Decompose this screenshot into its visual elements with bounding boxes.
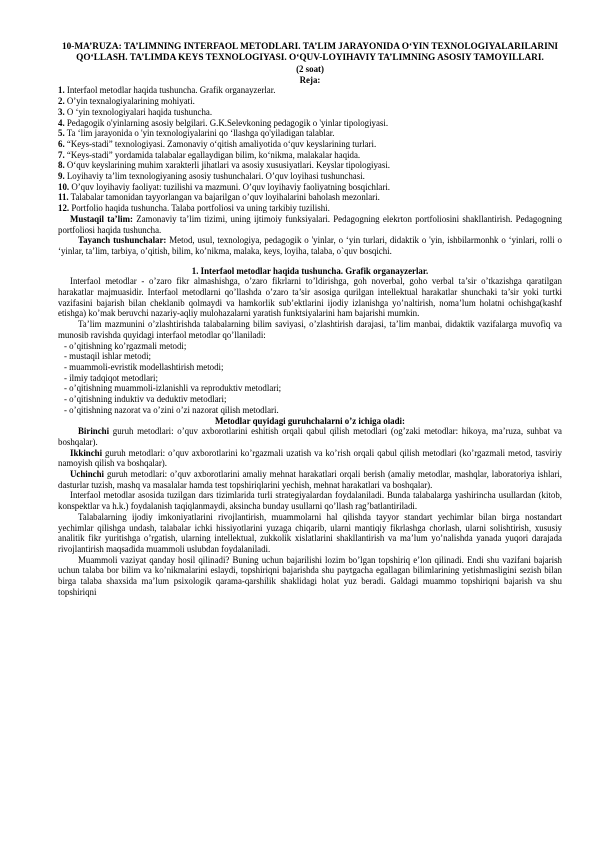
- plan-item: [58, 182, 562, 193]
- group-paragraph: [58, 448, 562, 469]
- group-text: guruh metodlari: o’quv axborotlarini amaliy mehnat harakatlari orqali berish (amaliy metodlar, mashqlar, laboratoriya ishlari, dasturlar tuzish, mashq va masalalar hamda test topshiriqlarini yechish, mehnat harakatlari va boshqalar).: [58, 469, 562, 490]
- plan-item-text: O’quv loyihaviy faoliyat: tuzilishi va mazmuni. O’quv loyihaviy faoliyatning bosqichlari.: [69, 181, 391, 192]
- group-text: guruh metodlari: o’quv axborotlarini eshitish orqali qabul qilish metodlari (og’zaki metodlar: hikoya, ma’ruza, suhbat va boshqalar).: [58, 426, 562, 447]
- plan-item-text: Talabalar tamonidan tayyorlangan va bajarilgan o’quv loyihalarini baholash mezonlari.: [68, 192, 380, 203]
- group-label: Birinchi: [78, 426, 110, 437]
- body-paragraph: Talabalarning ijodiy imkoniyatlarini rivojlantirish, muammolarni hal qilishda tayyor standart yechimlar bilan birga nostandart yechimlar qilishga undash, talabalar ichki hissiyotlarini yuzaga chiqarib, ularni mantiqiy fikrlashga chorlash, ularni solishtirish, xususiy analitik fikr yuritishga o’rgatish, ularning intellektual, zukkolik xislatlarini shakllantirish va ma’lum yo’nalishda yanada yuqori darajada rivojlantirish maqsadida muammoli uslubdan foydalaniladi.: [58, 511, 562, 554]
- group-label: Uchinchi: [70, 469, 105, 480]
- body-paragraph: Interfaol metodlar - o’zaro fikr almashishga, o’zaro fikrlarni to’ldirishga, goh noverbal, goho verbal ta’sir o’tkazishga qaratilgan harakatlar majmuasidir. Interfaol metodlarni qo’llashda o’zaro ta’sir asosiga qurilgan intellektual harakatlar shunchaki ta’sir yoki turtki vazifasini bajarish bilan cheklanib qolmaydi va hamkorlik sub’ektlarini ijodiy izlanishga yo’naltirish, noma’lum holatni ochishga(kashf etishga) ko’mak beruvchi nazariy-aqliy mulohazalarni yaratish funktsiyalarini ham bajarishi mumkin.: [58, 276, 562, 319]
- methods-list-item: - o’qitishning muammoli-izlanishli va reproduktiv metodlari;: [64, 383, 282, 394]
- plan-item: [58, 85, 562, 96]
- plan-item-text: “Keys-stadi” texnologiyasi. Zamonaviy o‘qitish amaliyotida o‘quv keyslarining turlari.: [64, 138, 377, 149]
- plan-item-text: Pedagogik o'yinlarning asosiy belgilari. G.K.Selevkoning pedagogik o 'yinlar tipologiyasi.: [64, 117, 389, 128]
- plan-item-number: 10.: [58, 181, 70, 192]
- plan-item-text: O’yin texnalogiyalarining mohiyati.: [64, 96, 195, 107]
- plan-item-number: 11.: [58, 192, 69, 203]
- group-text: guruh metodlari: o’quv axborotlarini ko’rgazmali uzatish va ko’rish orqali qabul qilish metodlari (ko’rgazmali metod, tasviriy namoyish qilish va boshqalar).: [58, 447, 562, 469]
- plan-item-number: 9.: [58, 171, 65, 182]
- plan-item-number: 8.: [58, 160, 65, 171]
- plan-item-text: O‘quv keyslarining muhim xarakterli jihatlari va asosiy xususiyatlari. Keyslar tipologiyasi.: [64, 160, 391, 171]
- lecture-title: 10-MA’RUZA: TA’LIMNING INTERFAOL METODLARI. TA’LIM JARAYONIDA O‘YIN TEXNOLOGIYALARILARINI QO‘LLASH. TA’LIMDA KEYS TEXNOLOGIYASI. O‘QUV-LOYIHAVIY TA’LIMNING ASOSIY TAMOYILLARI.: [61, 42, 559, 63]
- key-concepts-text: Metod, usul, texnologiya, pedagogik o 'yinlar, o ‘yin turlari, didaktik o 'yin, ishbilarmonhk o ‘yinlari, rolli o ‘yinlar, ta’lim, tarbiya, o’qitish, bilim, ko’nikma, malaka, keys, loyiha, talaba, o`quv bosqichi.: [58, 235, 562, 256]
- group-label: Ikkinchi: [70, 447, 103, 458]
- plan-item: [58, 118, 562, 129]
- methods-list: [58, 341, 562, 416]
- plan-item: [58, 150, 562, 161]
- plan-item-number: 3.: [58, 106, 65, 117]
- plan-item-number: 12.: [58, 203, 70, 214]
- methods-list-item: - muammoli-evristik modellashtirish metodi;: [64, 361, 224, 372]
- groups-heading: Metodlar quyidagi guruhchalarni o’z ichiga oladi:: [215, 415, 405, 426]
- plan-item: [58, 192, 562, 203]
- group-paragraph: [58, 469, 562, 490]
- plan-item: [58, 203, 562, 214]
- plan-item-text: O ‘yin texnologiyalari haqida tushuncha.: [64, 106, 213, 117]
- plan-heading: Reja:: [299, 74, 321, 85]
- methods-list-item: - mustaqil ishlar metodi;: [64, 351, 152, 362]
- body-paragraph: Ta’lim mazmunini o’zlashtirishda talabalarning bilim saviyasi, o’zlashtirish darajasi, ta’lim manbai, didaktik vazifalarga muvofiq va munosib ravishda quyidagi interfaol metodlar qo’llaniladi:: [58, 319, 562, 340]
- plan-item-text: Loyihaviy ta’lim texnologiyaning asosiy tushunchalari. O’quv loyihasi tushunchasi.: [64, 171, 365, 182]
- plan-item: [58, 128, 562, 139]
- plan-item-text: Interfaol metodlar haqida tushuncha. Grafik organayzerlar.: [64, 85, 276, 96]
- methods-list-item: - o’qitishning nazorat va o’zini o’zi nazorat qilish metodlari.: [64, 404, 279, 415]
- group-paragraph: [58, 426, 562, 447]
- plan-item-text: Ta ‘lim jarayonida o 'yin texnologiyalarini qo ‘llashga qo'yiladigan talablar.: [64, 128, 335, 139]
- plan-item-number: 5.: [58, 128, 65, 139]
- plan-item-number: 6.: [58, 138, 65, 149]
- methods-list-item: - o’qitishning induktiv va deduktiv metodlari;: [64, 394, 227, 405]
- independent-study-paragraph: [58, 214, 562, 235]
- plan-item: [58, 96, 562, 107]
- plan-item-text: Portfolio haqida tushuncha. Talaba portfoliosi va uning tarkibiy tuzilishi.: [69, 203, 330, 214]
- lecture-hours: (2 soat): [296, 64, 324, 74]
- plan-item-number: 1.: [58, 85, 65, 96]
- plan-item: [58, 160, 562, 171]
- plan-item-number: 4.: [58, 117, 65, 128]
- plan-item: [58, 139, 562, 150]
- plan-item: [58, 107, 562, 118]
- independent-study-text: Zamonaviy ta’lim tizimi, uning ijtimoiy funksiyalari. Pedagogning elekrton portfoliosini shakllantirish. Pedagogning portfoliosi haqida tushuncha.: [58, 213, 562, 235]
- body-paragraph: Interfaol metodlar asosida tuzilgan dars tizimlarida turli strategiyalardan foydalaniladi. Bunda talabalarga yashirincha usullardan (kitob, konspektlar va h.k.) foydalanish taqiqlanmaydi, aksincha bunday usullarni qo’llash rag’batlantiriladi.: [58, 490, 562, 512]
- independent-study-label: Mustaqil ta’lim:: [70, 213, 133, 224]
- body-paragraph: Muammoli vaziyat qanday hosil qilinadi? Buning uchun bajarilishi lozim bo’lgan topshiriq e’lon qilinadi. Endi shu vazifani bajarish uchun talaba bor bilim va ko’nikmalarini eslaydi, topshiriqni bajarishda shu paytgacha egallagan bilimlarining yetishmasligini sezish bilan birga talaba shaxsida ma’lum psixologik qarama-qarshilik shaklidagi holat yuz beradi. Galdagi muammo topshiriqni bajarish va shu topshiriqni: [58, 554, 562, 597]
- key-concepts-paragraph: [58, 235, 562, 256]
- methods-list-item: - ilmiy tadqiqot metodlari;: [64, 372, 158, 383]
- methods-list-item: - o’qitishning ko’rgazmali metodi;: [64, 340, 187, 351]
- plan-list: [58, 85, 562, 213]
- plan-item-number: 7.: [58, 149, 65, 160]
- plan-item: [58, 171, 562, 182]
- plan-item-number: 2.: [58, 96, 65, 107]
- plan-item-text: “Keys-stadi” yordamida talabalar egallaydigan bilim, ko‘nikma, malakalar haqida.: [64, 149, 361, 160]
- key-concepts-label: Tayanch tushunchalar:: [78, 235, 167, 246]
- section-title: 1. Interfaol metodlar haqida tushuncha. Grafik organayzerlar.: [191, 265, 429, 276]
